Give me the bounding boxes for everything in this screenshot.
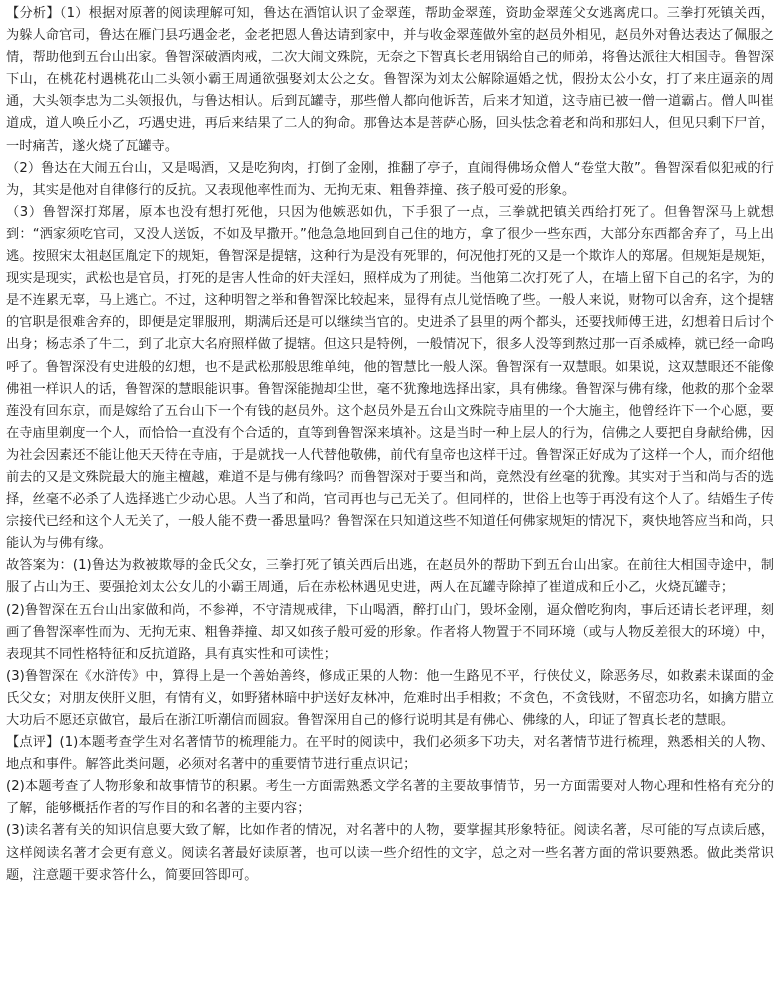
answer-paragraph-2: (2)鲁智深在五台山出家做和尚，不参禅，不守清规戒律，下山喝酒，醉打山门，毁坏金刚，逼众僧吃狗肉，事后还请长老评理，刻画了鲁智深率性而为、无拘无束、粗鲁莽撞、却又如孩子般可爱的形象。作者将人物置于不同环境（或与人物反差很大的环境）中，表现其不同性格特征和反抗道路，具有真实性和可读性； (6, 602, 774, 662)
comment-paragraph-3: (3)读名著有关的知识信息要大致了解，比如作者的情况，对名著中的人物，要掌握其形象特征。阅读名著，尽可能的写点读后感，这样阅读名著才会更有意义。阅读名著最好读原著，也可以读一些介绍性的文字，总之对一些名著方面的常识要熟悉。做此类常识题，注意题干要求答什么，简要回答即可。 (6, 823, 774, 883)
answer-paragraph-1: 故答案为：(1)鲁达为救被欺辱的金氏父女，三拳打死了镇关西后出逃，在赵员外的帮助下到五台山出家。在前往大相国寺途中，制服了占山为王、要强抢刘太公女儿的小霸王周通，后在赤松林遇见史进，两人在瓦罐寺除掉了崔道成和丘小乙，火烧瓦罐寺； (6, 558, 774, 596)
comment-paragraph-2: (2)本题考查了人物形象和故事情节的积累。考生一方面需熟悉文学名著的主要故事情节，另一方面需要对人物心理和性格有充分的了解，能够概括作者的写作目的和名著的主要内容； (6, 779, 774, 817)
answer-paragraph-3: (3)鲁智深在《水浒传》中，算得上是一个善始善终，修成正果的人物：他一生路见不平，行侠仗义，除恶务尽，如救素未谋面的金氏父女；对朋友侠肝义胆，有情有义，如野猪林暗中护送好友林冲，危难时出手相救；不贪色，不贪钱财，不留恋功名，如擒方腊立大功后不愿还京做官，最后在浙江听潮信而圆寂。鲁智深用自己的修行说明其是有佛心、佛缘的人，印证了智真长老的慧眼。 (6, 668, 774, 728)
analysis-paragraph-1: 【分析】（1）根据对原著的阅读理解可知，鲁达在酒馆认识了金翠莲，帮助金翠莲，资助金翠莲父女逃离虎口。三拳打死镇关西，为躲人命官司，鲁达在雁门县巧遇金老，金老把恩人鲁达请到家中，并与收金翠莲做外室的赵员外相见，赵员外对鲁达表达了佩服之情，帮助他到五台山出家。鲁智深破酒肉戒，二次大闹文殊院，无奈之下智真长老用锅给自己的师弟，将鲁达派往大相国寺。鲁智深下山，在桃花村遇桃花山二头领小霸王周通欲强娶刘太公之女。鲁智深为刘太公解除逼婚之忧，假扮太公小女，打了来庄逼亲的周通，大头领李忠为二头领报仇，与鲁达相认。后到瓦罐寺，那些僧人都向他诉苦，后来才知道，这寺庙已被一僧一道霸占。僧人叫崔道成，道人唤丘小乙，巧遇史进，再后来结果了二人的狗命。那鲁达本是菩萨心肠，回头怯念着老和尚和那妇人，但见只剩下尸首，一时痛苦，遂火烧了瓦罐寺。 (6, 6, 774, 154)
comment-paragraph-1: 【点评】(1)本题考查学生对名著情节的梳理能力。在平时的阅读中，我们必须多下功夫，对名著情节进行梳理，熟悉相关的人物、地点和事件。解答此类问题，必须对名著中的重要情节进行重点识记； (6, 735, 774, 773)
analysis-paragraph-2: （2）鲁达在大闹五台山，又是喝酒，又是吃狗肉，打倒了金刚，推翻了亭子，直闹得佛场众僧人“卷堂大散”。鲁智深看似犯戒的行为，其实是他对自律修行的反抗。又表现他率性而为、无拘无束、粗鲁莽撞、孩子般可爱的形象。 (6, 160, 774, 198)
analysis-paragraph-3: （3）鲁智深打郑屠，原本也没有想打死他，只因为他嫉恶如仇，下手狠了一点，三拳就把镇关西给打死了。但鲁智深马上就想到：“洒家须吃官司，又没人送饭，不如及早撒开。”他急急地回到自己住的地方，拿了很少一些东西，大部分东西都舍弃了，马上出逃。按照宋太祖赵匡胤定下的规矩，鲁智深是提辖，这种行为是没有死罪的，何况他打死的又是一个欺诈人的郑屠。但规矩是规矩，现实是现实，武松也是官员，打死的是害人性命的奸夫淫妇，照样成为了刑徒。当他第二次打死了人，在墙上留下自己的名字，为的是不连累无辜，马上逃亡。不过，这种明智之举和鲁智深比较起来，显得有点儿觉悟晚了些。一般人来说，财物可以舍弃，这个提辖的官职是很难舍弃的，即便是定罪服刑，期满后还是可以继续当官的。史进杀了县里的两个都头，还要找师傅王进，幻想着日后讨个出身；杨志杀了牛二，到了北京大名府照样做了提辖。但这只是特例，一般情况下，很多人没等到熬过那一百杀威棒，就已经一命呜呼了。鲁智深没有史进般的幻想，也不是武松那般思维单纯，他的智慧比一般人深。鲁智深有一双慧眼。如果说，这双慧眼还不能像佛祖一样识人的话，鲁智深的慧眼能识事。鲁智深能抛却尘世，毫不犹豫地选择出家，具有佛缘。鲁智深与佛有缘，他救的那个金翠莲没有回东京，而是嫁给了五台山下一个有钱的赵员外。这个赵员外是五台山文殊院寺庙里的一个大施主，他曾经许下一个心愿，要在寺庙里剃度一个人，而恰恰一直没有个合适的，直等到鲁智深来填补。这是当时一种上层人的行为，信佛之人要把自身献给佛，因为社会因素还不能让他天天待在寺庙，于是就找一人代替他敬佛，前代有皇帝也这样干过。鲁智深正好成为了这样一个人，而介绍他前去的又是文殊院最大的施主檀越，难道不是与佛有缘吗？而鲁智深对于要当和尚，竟然没有丝毫的犹豫。其实对于当和尚与否的选择，丝毫不必杀了人选择逃亡少动心思。人当了和尚，官司再也与己无关了。但同样的，世俗上也等于再没有这个人了。结婚生子传宗接代已经和这个人无关了，一般人能不费一番思量吗？鲁智深在只知道这些不知道任何佛家规矩的情况下，爽快地答应当和尚，只能认为与佛有缘。 (6, 204, 774, 552)
